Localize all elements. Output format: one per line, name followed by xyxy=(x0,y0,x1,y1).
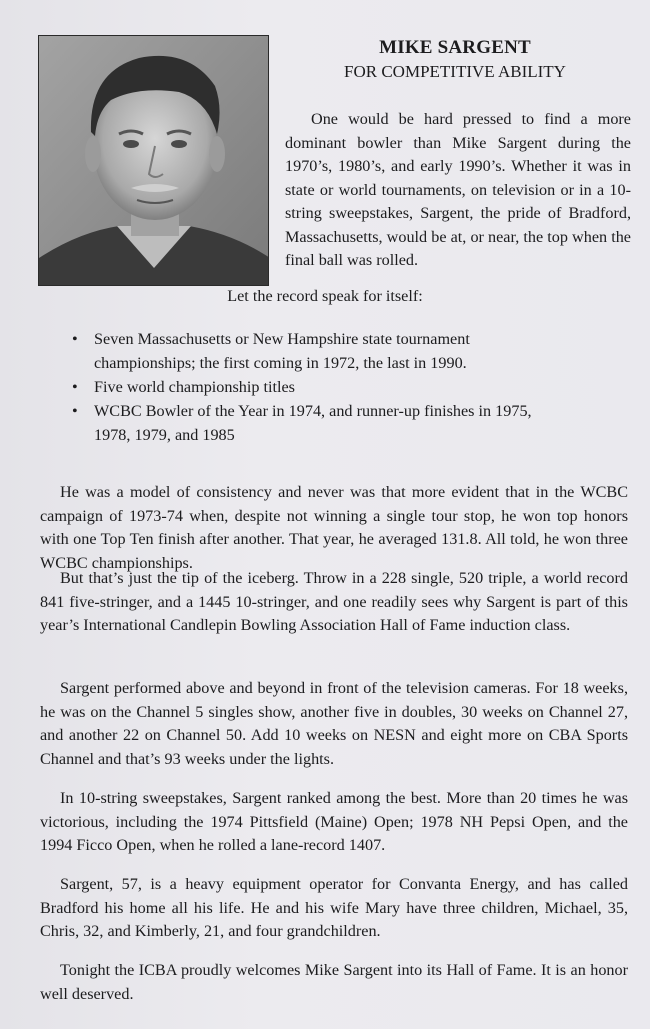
paragraph-closing: Tonight the ICBA proudly welcomes Mike Sargent into its Hall of Fame. It is an honor well deserved. xyxy=(40,961,628,1003)
achievements-list xyxy=(70,327,550,447)
induction-category: FOR COMPETITIVE ABILITY xyxy=(344,62,566,81)
paragraph-consistency: He was a model of consistency and never was that more evident that in the WCBC campaign of 1973-74 when, despite not winning a single tour stop, he won top honors with one Top Ten finish after another. That year, he averaged 131.8. All told, he won three WCBC championships. xyxy=(40,483,628,572)
portrait-photo xyxy=(38,35,269,286)
paragraph-records: But that’s just the tip of the iceberg. Throw in a 228 single, 520 triple, a world record 841 five-stringer, and a 1445 10-stringer, and one readily sees why Sargent is part of this year’s International Candlepin Bowling Association Hall of Fame induction class. xyxy=(40,569,628,634)
list-item: • Seven Massachusetts or New Hampshire state tournament championships; the first coming in 1972, the last in 1990. xyxy=(70,327,550,375)
inductee-name: MIKE SARGENT xyxy=(379,37,531,58)
paragraph-television: Sargent performed above and beyond in front of the television cameras. For 18 weeks, he was on the Channel 5 singles show, another five in doubles, 30 weeks on Channel 27, and another 22 on Channel 50. Add 10 weeks on NESN and eight more on CBA Sports Channel and that’s 93 weeks under the lights. xyxy=(40,679,628,768)
portrait-image xyxy=(39,36,269,286)
paragraph-personal: Sargent, 57, is a heavy equipment operator for Convanta Energy, and has called Bradford his home all his life. He and his wife Mary have three children, Michael, 35, Chris, 32, and Kimberly, 21, and four grandchildren. xyxy=(40,875,628,940)
record-lead: Let the record speak for itself: xyxy=(227,287,423,305)
title-block xyxy=(290,36,620,84)
intro-paragraph: One would be hard pressed to find a more dominant bowler than Mike Sargent during the 1970’s, 1980’s, and early 1990’s. Whether it was in state or world tournaments, on television or in a 10-string sweepstakes, Sargent, the pride of Bradford, Massachusetts, would be at, or near, the top when the final ball was rolled. xyxy=(285,110,631,269)
paragraph-sweepstakes: In 10-string sweepstakes, Sargent ranked among the best. More than 20 times he was victorious, including the 1974 Pittsfield (Maine) Open; 1978 NH Pepsi Open, and the 1994 Ficco Open, when he rolled a lane-record 1407. xyxy=(40,789,628,854)
list-item: • Five world championship titles xyxy=(70,375,550,399)
list-item: • WCBC Bowler of the Year in 1974, and runner-up finishes in 1975, 1978, 1979, and 1985 xyxy=(70,399,550,447)
